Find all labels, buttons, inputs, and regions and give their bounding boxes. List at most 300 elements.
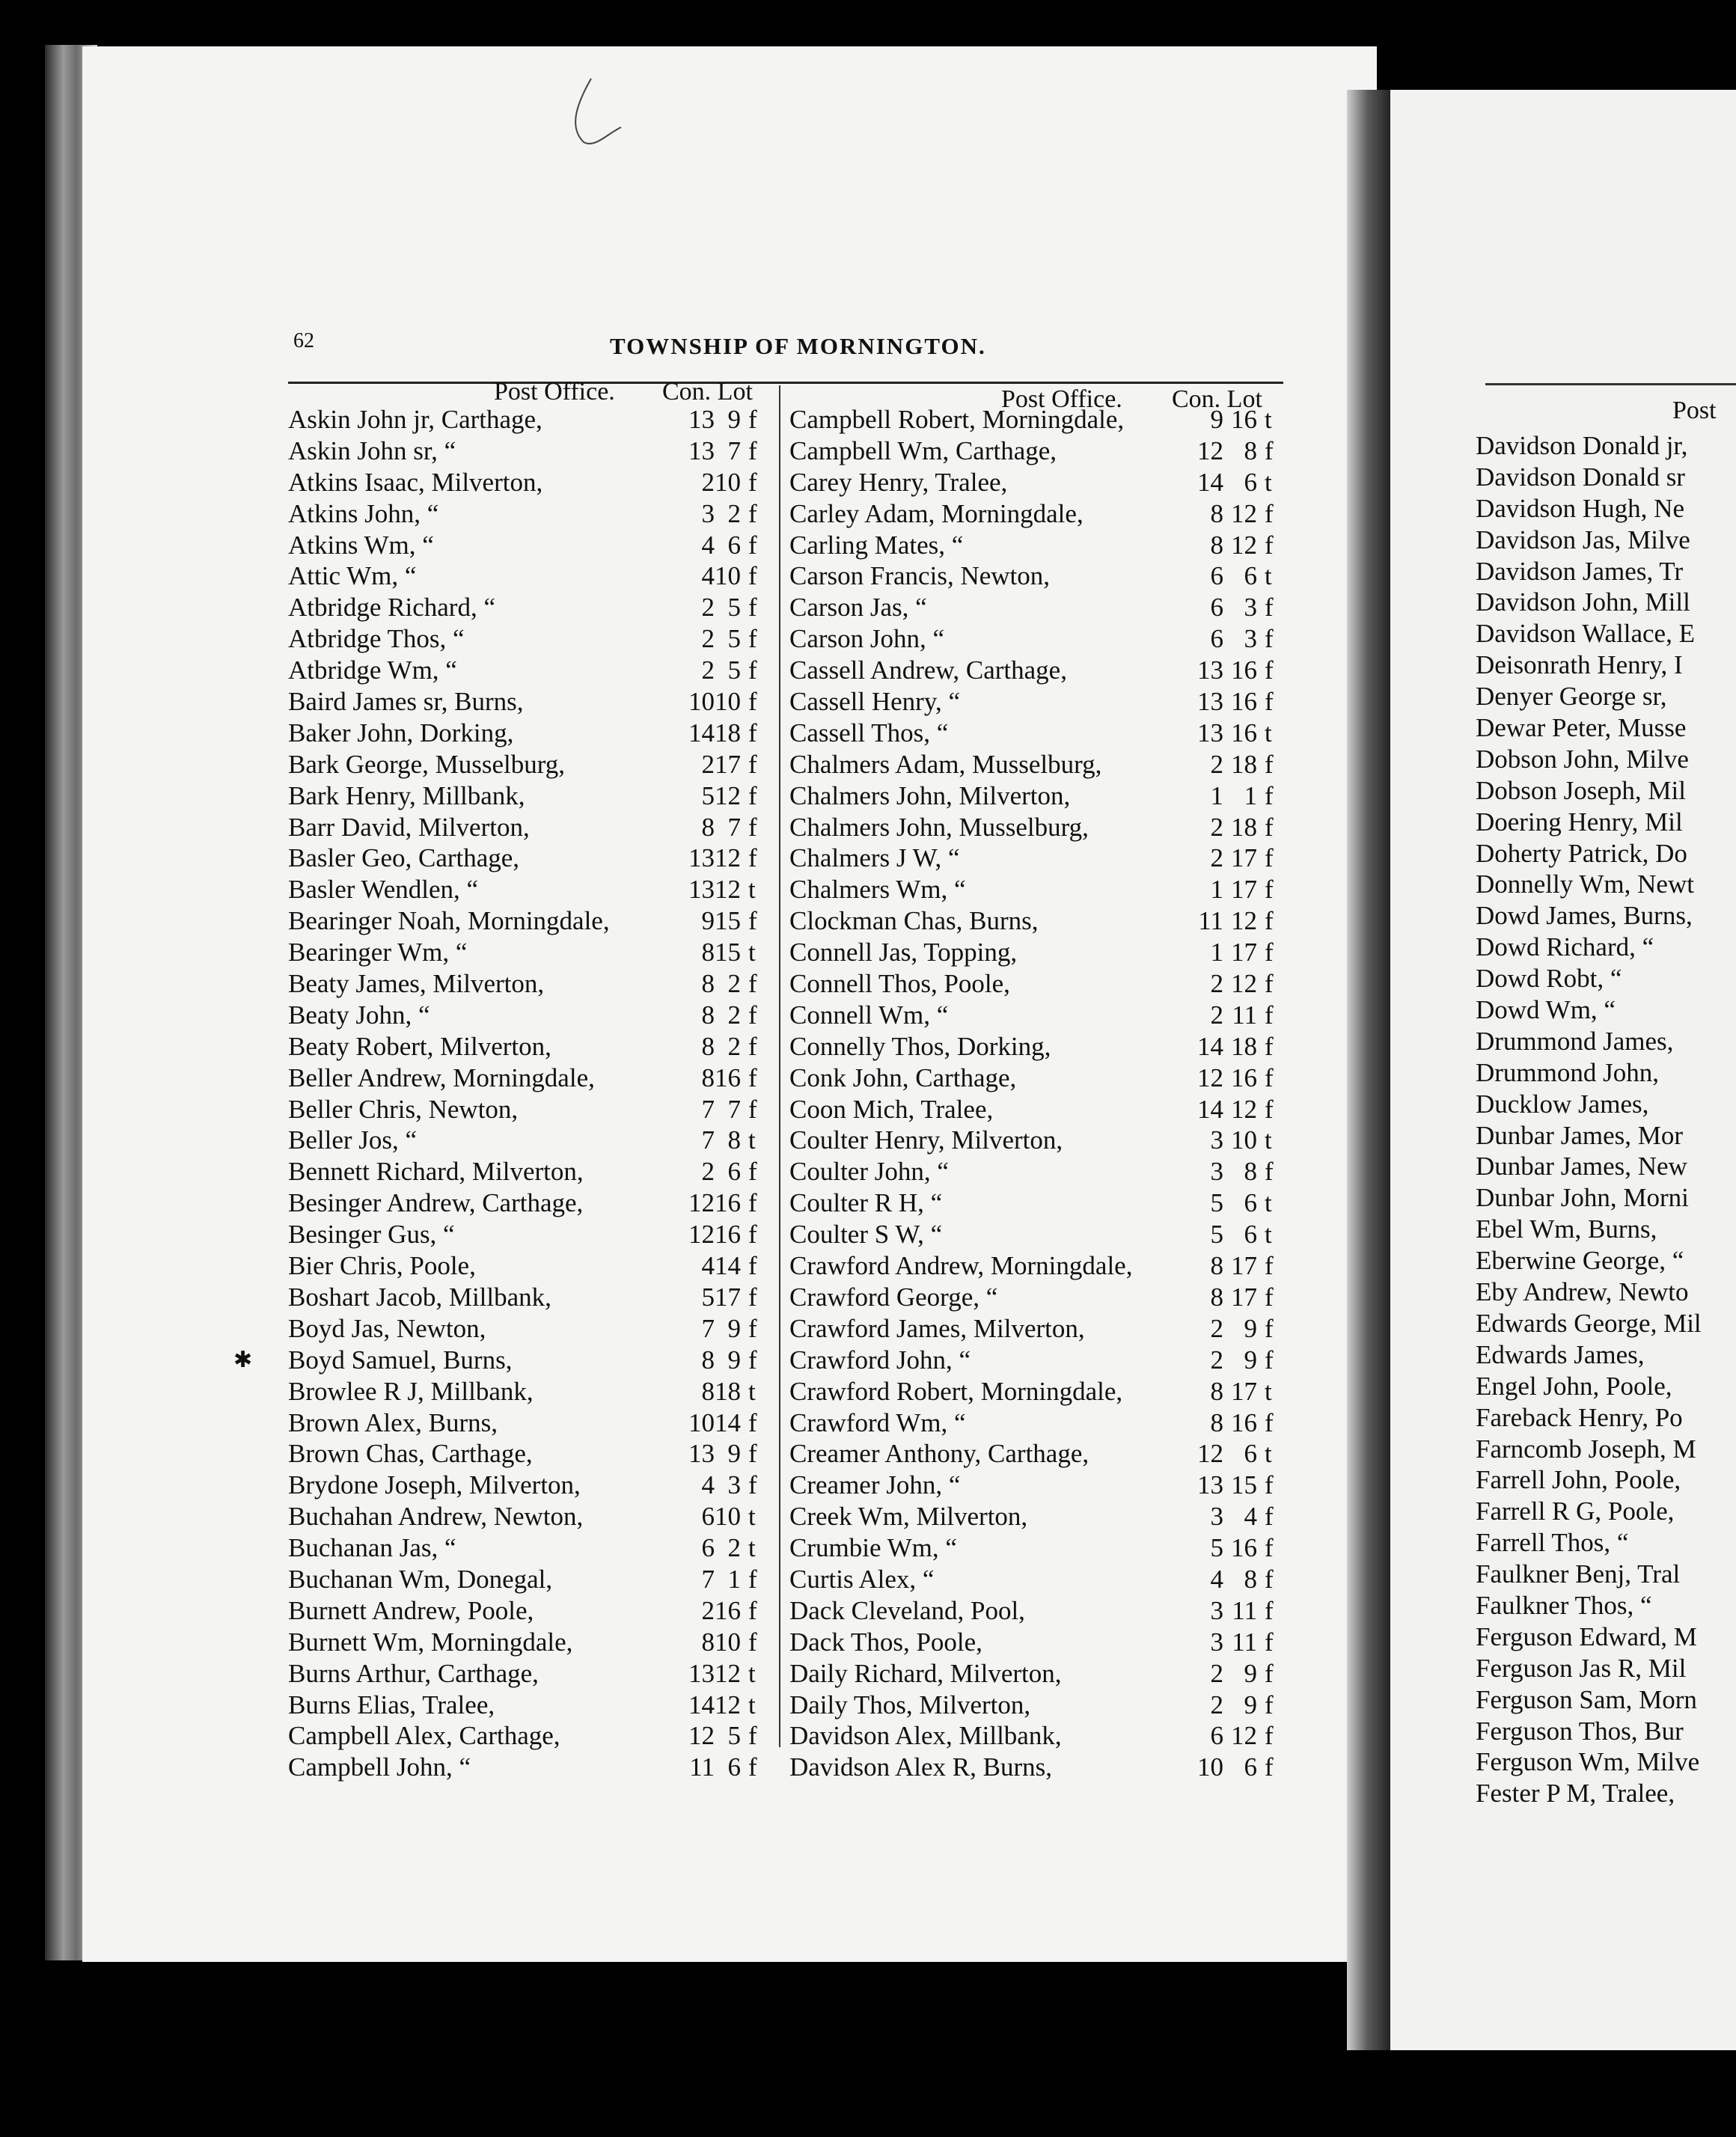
entry-name: Drummond James, (1476, 1026, 1674, 1056)
directory-entry (1476, 587, 1736, 618)
entry-tenure: t (748, 1533, 756, 1563)
entry-name: Davidson Hugh, Ne (1476, 493, 1684, 523)
entry-concession: 2 (1210, 1658, 1223, 1688)
entry-name: Dewar Peter, Musse (1476, 713, 1687, 743)
entry-lot: 17 (715, 1282, 741, 1312)
entry-name: Bearinger Wm, “ (288, 938, 468, 967)
entry-lot: 5 (727, 655, 741, 685)
directory-column-middle (789, 404, 1298, 1783)
entry-name: Burns Arthur, Carthage, (288, 1658, 539, 1688)
directory-entry (789, 749, 1298, 780)
entry-lot: 11 (1232, 1000, 1257, 1030)
entry-concession: 2 (701, 655, 715, 685)
entry-lot: 3 (1244, 593, 1257, 623)
entry-concession: 8 (701, 1345, 715, 1375)
entry-tenure: f (748, 718, 757, 748)
entry-concession: 10 (1197, 1752, 1223, 1782)
directory-entry (288, 905, 774, 937)
entry-name: Creamer Anthony, Carthage, (789, 1439, 1089, 1469)
entry-name: Dowd Richard, “ (1476, 932, 1654, 962)
entry-name: Campbell Alex, Carthage, (288, 1721, 560, 1751)
entry-tenure: f (1265, 1063, 1274, 1092)
entry-name: Bark George, Musselburg, (288, 749, 566, 779)
page-number: 62 (293, 329, 314, 352)
entry-lot: 8 (1244, 1157, 1257, 1187)
directory-entry (1476, 618, 1736, 649)
entry-name: Atbridge Richard, “ (288, 593, 495, 623)
entry-lot: 3 (727, 1470, 741, 1500)
post-office-header-right: Post (1672, 397, 1717, 424)
directory-entry (1476, 1464, 1736, 1496)
entry-name: Buchanan Jas, “ (288, 1533, 456, 1563)
directory-entry (789, 1720, 1298, 1752)
entry-lot: 9 (727, 1313, 741, 1343)
entry-tenure: f (748, 655, 757, 685)
entry-name: Brydone Joseph, Milverton, (288, 1470, 581, 1500)
entry-name: Crawford Wm, “ (789, 1407, 966, 1437)
entry-lot: 8 (1244, 435, 1257, 465)
directory-entry (1476, 1277, 1736, 1308)
directory-entry (288, 655, 774, 686)
directory-entry (789, 1345, 1298, 1376)
entry-lot: 6 (1244, 561, 1257, 591)
directory-entry (789, 968, 1298, 1000)
entry-name: Brown Chas, Carthage, (288, 1439, 533, 1469)
entry-concession: 8 (1210, 530, 1223, 560)
entry-lot: 10 (715, 467, 741, 497)
entry-tenure: f (748, 1031, 757, 1061)
entry-name: Brown Alex, Burns, (288, 1407, 498, 1437)
con-lot-header-middle: Con. Lot (1172, 385, 1262, 413)
entry-lot: 18 (1231, 1031, 1257, 1061)
entry-tenure: f (1265, 1345, 1274, 1375)
entry-name: Davidson Jas, Milve (1476, 525, 1690, 554)
entry-lot: 10 (715, 561, 741, 591)
directory-entry (1476, 1402, 1736, 1434)
directory-entry (1476, 1026, 1736, 1057)
entry-lot: 17 (1231, 1251, 1257, 1281)
directory-entry (789, 404, 1298, 435)
entry-concession: 6 (701, 1502, 715, 1532)
entry-tenure: f (748, 1063, 757, 1092)
directory-entry (1476, 1089, 1736, 1120)
entry-lot: 18 (1231, 812, 1257, 842)
entry-lot: 2 (727, 1031, 741, 1061)
directory-entry (1476, 1339, 1736, 1371)
entry-lot: 15 (715, 906, 741, 936)
entry-tenure: f (748, 435, 757, 465)
entry-tenure: f (748, 780, 757, 810)
entry-lot: 4 (1244, 1502, 1257, 1532)
directory-entry (789, 843, 1298, 874)
entry-lot: 9 (727, 1439, 741, 1469)
entry-lot: 11 (1232, 1627, 1257, 1657)
directory-entry (1476, 1151, 1736, 1182)
entry-name: Atkins Wm, “ (288, 530, 434, 560)
entry-tenure: f (748, 1595, 757, 1625)
directory-entry (288, 1658, 774, 1690)
directory-entry (288, 1187, 774, 1219)
entry-name: Askin John sr, “ (288, 435, 456, 465)
entry-tenure: f (1265, 1564, 1274, 1594)
entry-lot: 9 (1244, 1313, 1257, 1343)
entry-concession: 13 (1197, 718, 1223, 748)
entry-concession: 9 (1210, 405, 1223, 434)
entry-concession: 13 (688, 843, 715, 873)
post-office-header-left: Post Office. (494, 378, 615, 406)
entry-name: Davidson James, Tr (1476, 556, 1684, 586)
entry-name: Donnelly Wm, Newt (1476, 869, 1694, 899)
entry-concession: 10 (688, 1407, 715, 1437)
directory-entry (288, 843, 774, 874)
entry-name: Carley Adam, Morningdale, (789, 498, 1084, 528)
directory-entry (288, 1063, 774, 1094)
entry-lot: 16 (715, 1063, 741, 1092)
entry-name: Crawford James, Milverton, (789, 1313, 1085, 1343)
entry-lot: 16 (715, 1188, 741, 1218)
entry-name: Dobson Joseph, Mil (1476, 775, 1686, 805)
entry-tenure: f (748, 969, 757, 999)
entry-concession: 14 (1197, 1031, 1223, 1061)
entry-tenure: t (1265, 718, 1272, 748)
directory-entry (789, 1627, 1298, 1658)
entry-concession: 8 (1210, 1407, 1223, 1437)
entry-concession: 4 (1210, 1564, 1223, 1594)
entry-concession: 8 (1210, 498, 1223, 528)
entry-name: Crawford Andrew, Morningdale, (789, 1251, 1133, 1281)
directory-entry (1476, 1621, 1736, 1653)
directory-column-left (288, 404, 774, 1783)
entry-lot: 7 (727, 812, 741, 842)
entry-name: Ferguson Thos, Bur (1476, 1716, 1684, 1746)
entry-name: Dack Thos, Poole, (789, 1627, 982, 1657)
directory-entry (789, 718, 1298, 749)
entry-lot: 9 (727, 405, 741, 434)
entry-concession: 2 (1210, 1345, 1223, 1375)
con-lot-header-left: Con. Lot (662, 378, 753, 406)
directory-entry (1476, 712, 1736, 744)
entry-concession: 13 (688, 1658, 715, 1688)
entry-name: Faulkner Benj, Tral (1476, 1559, 1681, 1589)
directory-entry (789, 812, 1298, 843)
entry-name: Beller Andrew, Morningdale, (288, 1063, 595, 1092)
entry-lot: 10 (715, 687, 741, 717)
entry-lot: 17 (1231, 1282, 1257, 1312)
entry-lot: 16 (1231, 1063, 1257, 1092)
entry-tenure: f (748, 1188, 757, 1218)
entry-name: Daily Richard, Milverton, (789, 1658, 1062, 1688)
entry-concession: 12 (688, 1220, 715, 1250)
directory-entry (789, 1313, 1298, 1345)
entry-lot: 10 (1231, 1125, 1257, 1155)
entry-name: Basler Wendlen, “ (288, 875, 479, 905)
header-rule (288, 382, 1283, 384)
entry-concession: 6 (1210, 561, 1223, 591)
entry-lot: 9 (727, 1345, 741, 1375)
entry-name: Denyer George sr, (1476, 682, 1667, 712)
entry-name: Ferguson Wm, Milve (1476, 1747, 1700, 1777)
directory-entry (1476, 1653, 1736, 1684)
entry-concession: 5 (1210, 1188, 1223, 1218)
entry-lot: 3 (1244, 624, 1257, 654)
directory-entry (1476, 932, 1736, 963)
entry-tenure: f (748, 624, 757, 654)
entry-name: Coon Mich, Tralee, (789, 1094, 994, 1124)
directory-entry (288, 530, 774, 561)
entry-lot: 12 (1231, 498, 1257, 528)
entry-tenure: f (748, 1000, 757, 1030)
directory-entry (789, 1658, 1298, 1690)
entry-tenure: t (1265, 467, 1272, 497)
entry-concession: 7 (701, 1313, 715, 1343)
entry-name: Chalmers Wm, “ (789, 875, 966, 905)
entry-concession: 11 (689, 1752, 715, 1782)
directory-entry (1476, 681, 1736, 712)
entry-name: Burns Elias, Tralee, (288, 1690, 495, 1719)
entry-lot: 15 (1231, 1470, 1257, 1500)
entry-tenure: t (1265, 405, 1272, 434)
entry-name: Boyd Jas, Newton, (288, 1313, 486, 1343)
directory-entry (288, 560, 774, 592)
entry-tenure: f (748, 812, 757, 842)
directory-entry (288, 1282, 774, 1313)
directory-entry (789, 1282, 1298, 1313)
entry-lot: 17 (1231, 875, 1257, 905)
entry-lot: 17 (715, 749, 741, 779)
entry-concession: 4 (701, 561, 715, 591)
directory-entry (1476, 462, 1736, 493)
entry-tenure: f (1265, 593, 1274, 623)
entry-name: Cassell Andrew, Carthage, (789, 655, 1067, 685)
entry-name: Ebel Wm, Burns, (1476, 1214, 1657, 1244)
entry-lot: 16 (1231, 718, 1257, 748)
entry-tenure: f (1265, 1157, 1274, 1187)
entry-concession: 5 (701, 1282, 715, 1312)
entry-concession: 2 (1210, 812, 1223, 842)
entry-tenure: f (748, 1407, 757, 1437)
entry-name: Chalmers John, Musselburg, (789, 812, 1089, 842)
entry-lot: 6 (1244, 1752, 1257, 1782)
directory-entry (288, 1219, 774, 1250)
entry-name: Dowd James, Burns, (1476, 901, 1693, 931)
entry-lot: 6 (1244, 467, 1257, 497)
entry-tenure: f (1265, 1000, 1274, 1030)
directory-entry (789, 1031, 1298, 1063)
entry-tenure: f (1265, 655, 1274, 685)
directory-entry (288, 1438, 774, 1470)
entry-name: Coulter R H, “ (789, 1188, 943, 1218)
entry-tenure: t (1265, 1188, 1272, 1218)
entry-concession: 5 (701, 780, 715, 810)
entry-name: Carson Francis, Newton, (789, 561, 1051, 591)
entry-concession: 6 (1210, 1721, 1223, 1751)
entry-tenure: f (748, 1627, 757, 1657)
entry-tenure: f (748, 530, 757, 560)
entry-concession: 8 (701, 812, 715, 842)
entry-tenure: f (748, 1282, 757, 1312)
entry-name: Carson Jas, “ (789, 593, 927, 623)
entry-name: Connelly Thos, Dorking, (789, 1031, 1051, 1061)
entry-lot: 12 (715, 1658, 741, 1688)
entry-concession: 5 (1210, 1220, 1223, 1250)
entry-tenure: t (1265, 561, 1272, 591)
directory-entry (288, 1094, 774, 1125)
entry-name: Conk John, Carthage, (789, 1063, 1017, 1092)
entry-tenure: t (1265, 1125, 1272, 1155)
entry-tenure: f (748, 749, 757, 779)
directory-entry (1476, 1120, 1736, 1152)
entry-tenure: f (1265, 530, 1274, 560)
directory-entry (288, 435, 774, 467)
entry-name: Beaty Robert, Milverton, (288, 1031, 551, 1061)
directory-entry (789, 1250, 1298, 1282)
entry-concession: 13 (688, 875, 715, 905)
entry-name: Browlee R J, Millbank, (288, 1376, 534, 1406)
entry-lot: 10 (715, 1627, 741, 1657)
entry-tenure: f (748, 561, 757, 591)
entry-lot: 17 (1231, 843, 1257, 873)
directory-entry (1476, 1778, 1736, 1809)
entry-name: Bennett Richard, Milverton, (288, 1157, 584, 1187)
entry-tenure: f (1265, 1595, 1274, 1625)
directory-entry (1476, 649, 1736, 681)
entry-lot: 2 (727, 1000, 741, 1030)
entry-lot: 18 (715, 718, 741, 748)
entry-tenure: t (748, 1376, 756, 1406)
entry-tenure: f (1265, 969, 1274, 999)
entry-name: Beller Jos, “ (288, 1125, 418, 1155)
entry-name: Beller Chris, Newton, (288, 1094, 519, 1124)
entry-name: Dack Cleveland, Pool, (789, 1595, 1025, 1625)
directory-entry (288, 1376, 774, 1407)
entry-concession: 3 (1210, 1125, 1223, 1155)
entry-tenure: f (748, 1564, 757, 1594)
entry-name: Edwards James, (1476, 1339, 1645, 1369)
directory-entry (789, 498, 1298, 530)
entry-lot: 10 (715, 1502, 741, 1532)
entry-name: Dunbar James, Mor (1476, 1120, 1684, 1150)
directory-entry (1476, 807, 1736, 838)
entry-concession: 13 (1197, 1470, 1223, 1500)
entry-name: Engel John, Poole, (1476, 1371, 1672, 1401)
directory-entry (1476, 1182, 1736, 1214)
entry-name: Baker John, Dorking, (288, 718, 514, 748)
directory-entry (789, 1063, 1298, 1094)
directory-entry (288, 498, 774, 530)
entry-lot: 16 (1231, 687, 1257, 717)
entry-tenure: f (1265, 875, 1274, 905)
directory-entry (1476, 744, 1736, 775)
entry-name: Connell Jas, Topping, (789, 938, 1018, 967)
entry-concession: 6 (1210, 624, 1223, 654)
directory-entry (288, 968, 774, 1000)
directory-entry (1476, 525, 1736, 556)
entry-concession: 1 (1210, 938, 1223, 967)
entry-tenure: f (1265, 1690, 1274, 1719)
entry-name: Coulter S W, “ (789, 1220, 943, 1250)
entry-concession: 5 (1210, 1533, 1223, 1563)
entry-name: Connell Thos, Poole, (789, 969, 1010, 999)
entry-name: Boyd Samuel, Burns, (288, 1345, 513, 1375)
entry-concession: 12 (688, 1188, 715, 1218)
post-office-header-middle: Post Office. (1001, 385, 1122, 413)
directory-entry (1476, 1214, 1736, 1245)
entry-concession: 6 (701, 1533, 715, 1563)
pencil-mark (561, 75, 629, 150)
entry-lot: 12 (1231, 906, 1257, 936)
entry-lot: 17 (1231, 1376, 1257, 1406)
entry-concession: 8 (1210, 1282, 1223, 1312)
directory-entry (288, 1627, 774, 1658)
entry-concession: 2 (1210, 843, 1223, 873)
entry-concession: 14 (1197, 1094, 1223, 1124)
directory-entry (789, 1376, 1298, 1407)
directory-entry (1476, 1527, 1736, 1559)
entry-concession: 3 (1210, 1627, 1223, 1657)
entry-tenure: f (748, 405, 757, 434)
entry-lot: 5 (727, 624, 741, 654)
directory-entry (789, 1000, 1298, 1031)
directory-entry (1476, 1716, 1736, 1747)
directory-entry (288, 874, 774, 905)
entry-name: Campbell John, “ (288, 1752, 471, 1782)
directory-entry (288, 592, 774, 623)
entry-name: Daily Thos, Milverton, (789, 1690, 1031, 1719)
entry-name: Davidson Donald sr (1476, 462, 1685, 492)
page-title: TOWNSHIP OF MORNINGTON. (610, 333, 986, 359)
entry-name: Campbell Wm, Carthage, (789, 435, 1057, 465)
directory-entry (789, 655, 1298, 686)
entry-concession: 14 (1197, 467, 1223, 497)
entry-concession: 8 (1210, 1376, 1223, 1406)
entry-concession: 9 (701, 906, 715, 936)
directory-entry (288, 1752, 774, 1783)
directory-entry (789, 623, 1298, 655)
entry-tenure: f (748, 1094, 757, 1124)
entry-concession: 7 (701, 1564, 715, 1594)
directory-entry (789, 937, 1298, 968)
directory-entry (789, 560, 1298, 592)
entry-name: Beaty John, “ (288, 1000, 430, 1030)
entry-name: Davidson Alex R, Burns, (789, 1752, 1052, 1782)
entry-name: Faulkner Thos, “ (1476, 1590, 1652, 1620)
entry-name: Cassell Henry, “ (789, 687, 961, 717)
entry-concession: 13 (1197, 687, 1223, 717)
entry-name: Barr David, Milverton, (288, 812, 530, 842)
entry-lot: 16 (1231, 655, 1257, 685)
directory-entry (789, 435, 1298, 467)
directory-entry (789, 1532, 1298, 1564)
entry-name: Deisonrath Henry, I (1476, 650, 1683, 680)
entry-name: Davidson Donald jr, (1476, 431, 1688, 460)
directory-entry (288, 1250, 774, 1282)
directory-column-right (1476, 430, 1736, 1809)
directory-entry (1476, 556, 1736, 587)
entry-concession: 8 (701, 1000, 715, 1030)
entry-tenure: f (748, 498, 757, 528)
directory-entry (1476, 1371, 1736, 1402)
entry-lot: 12 (715, 875, 741, 905)
entry-concession: 4 (701, 1470, 715, 1500)
margin-mark: ✱ (233, 1348, 253, 1372)
directory-entry (1476, 1308, 1736, 1339)
directory-entry (1476, 1559, 1736, 1590)
directory-entry (789, 1156, 1298, 1187)
entry-name: Besinger Gus, “ (288, 1220, 455, 1250)
entry-name: Davidson John, Mill (1476, 587, 1690, 617)
entry-name: Askin John jr, Carthage, (288, 405, 542, 434)
entry-name: Curtis Alex, “ (789, 1564, 935, 1594)
